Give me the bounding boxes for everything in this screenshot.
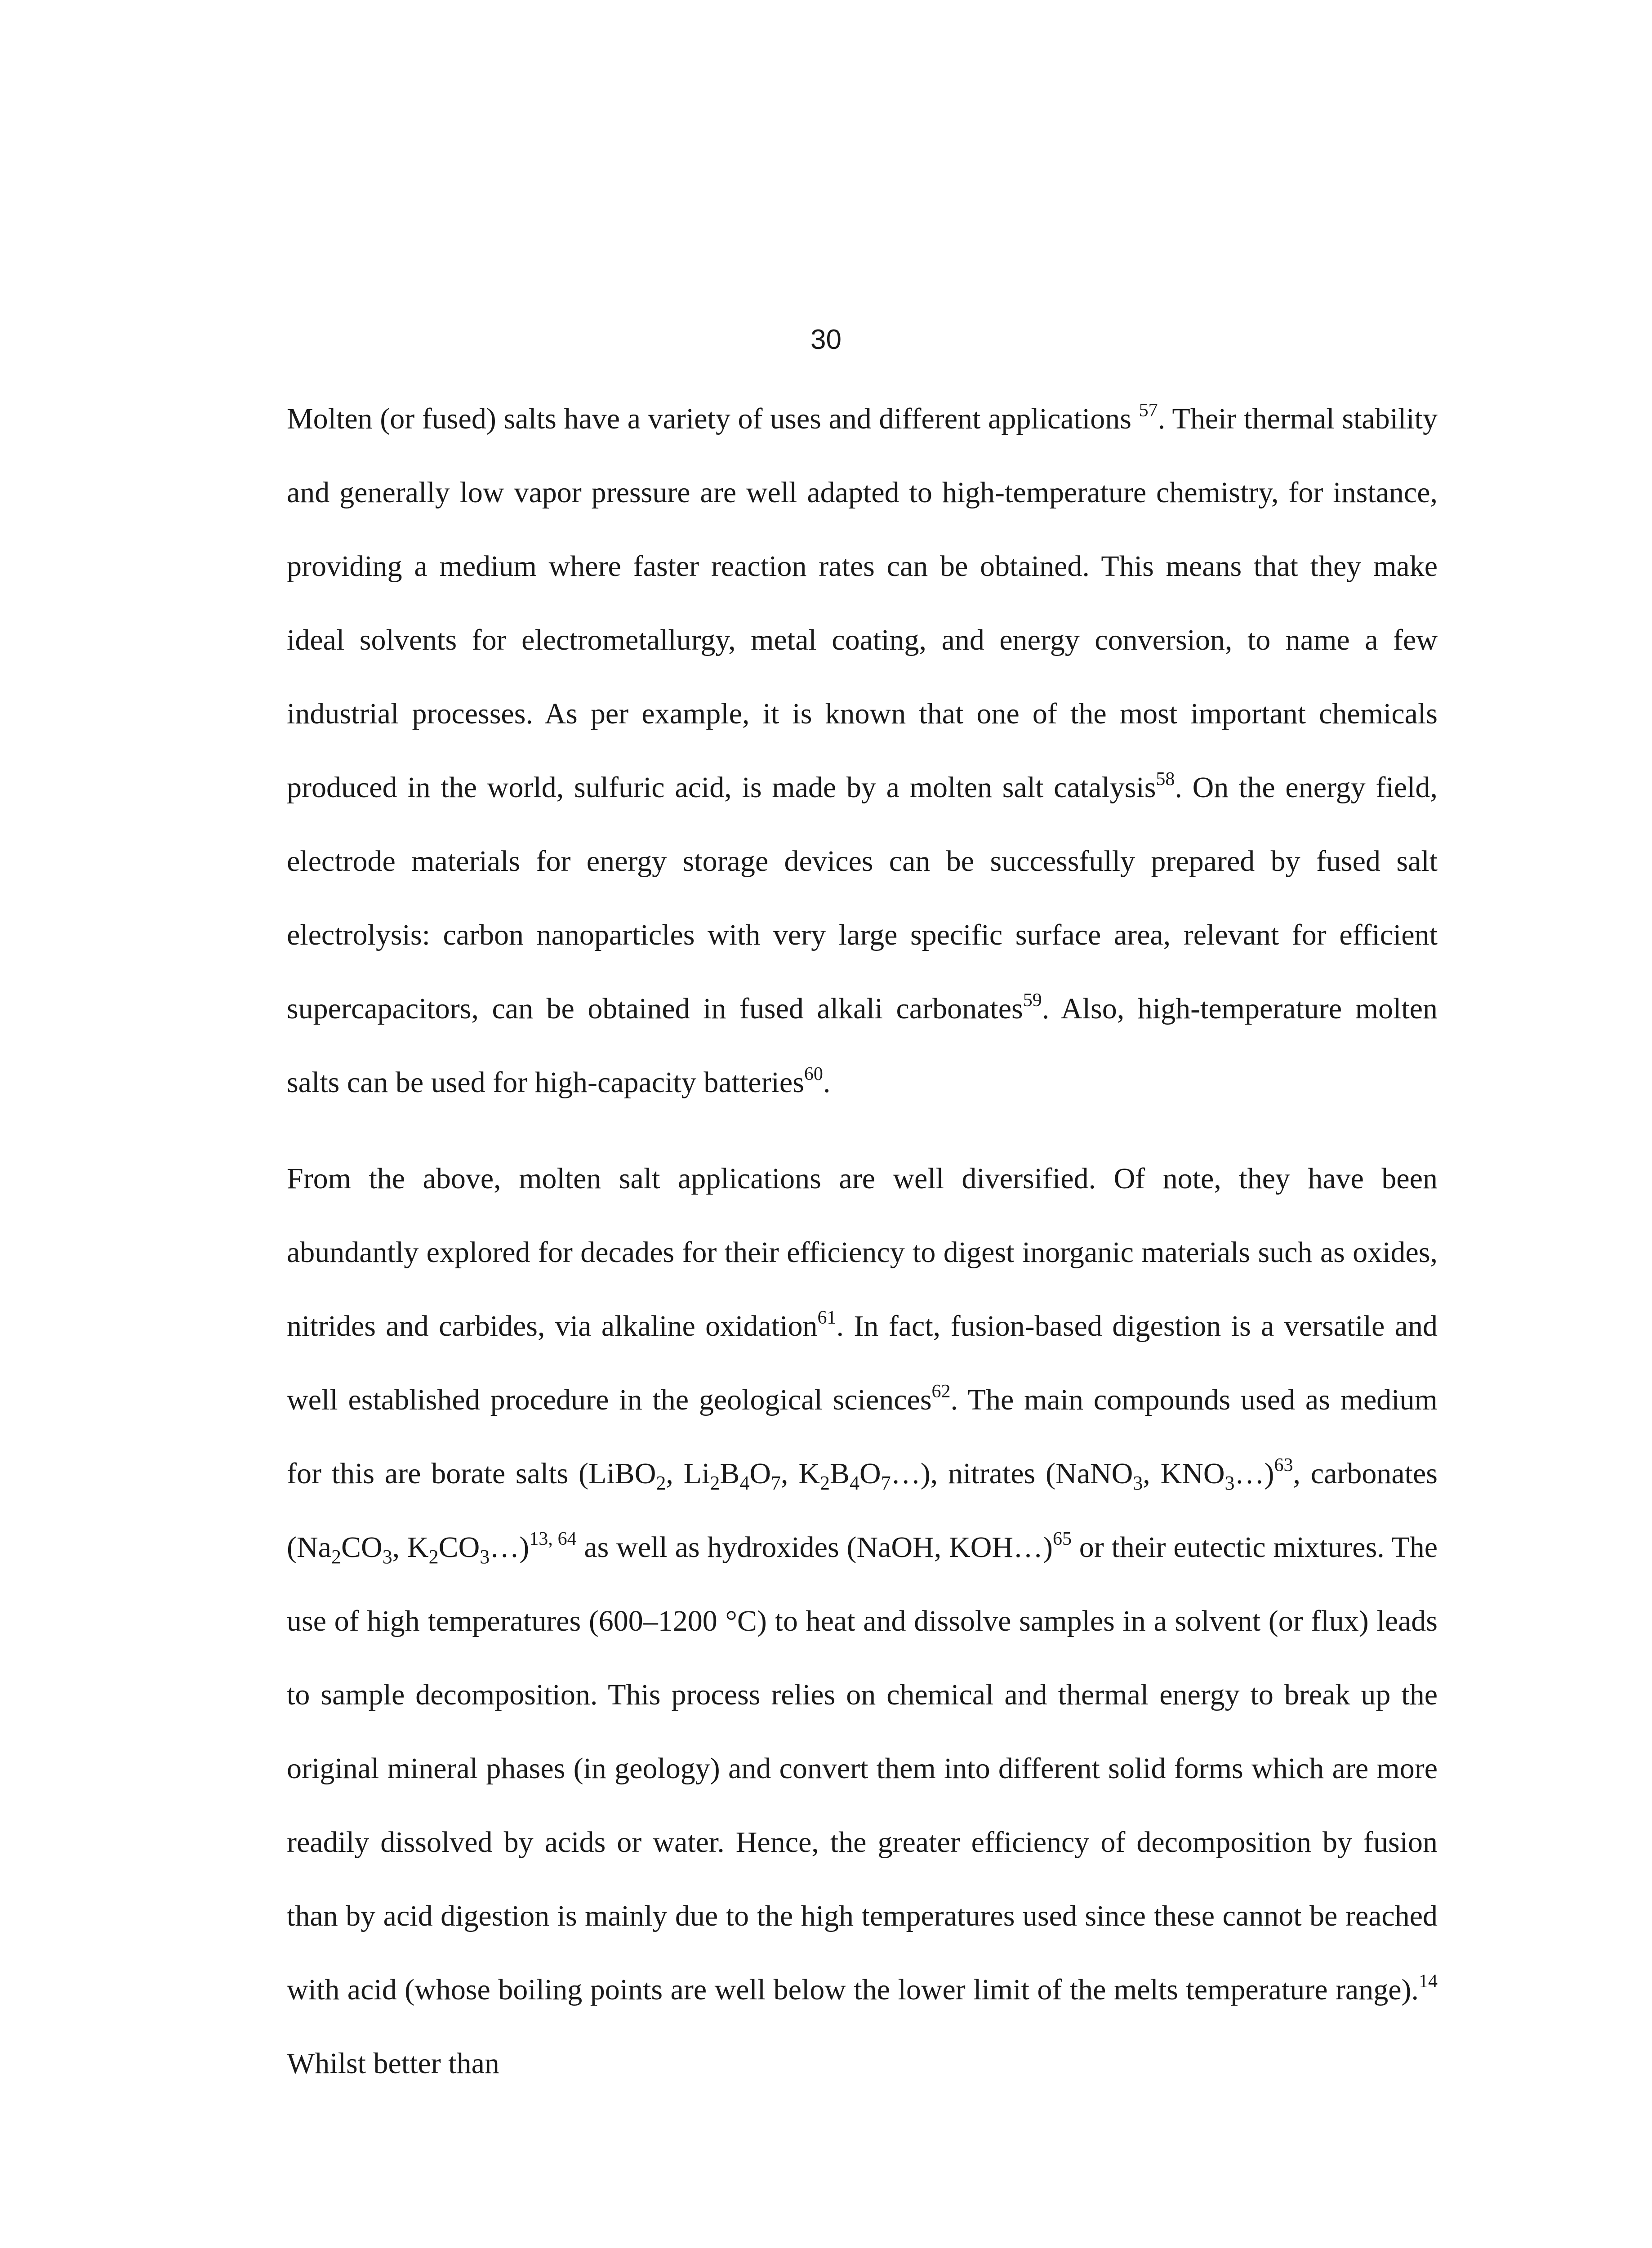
text-run: B [829,1457,850,1490]
citation-ref: 59 [1023,990,1042,1011]
text-run: , K [392,1531,429,1564]
subscript: 2 [819,1472,830,1494]
subscript: 2 [710,1472,720,1494]
citation-ref: 63 [1274,1455,1293,1476]
text-run: . On the energy field, electrode materials for energy storage devices can be successfully prepared by fused salt electrolysis: carbon nanoparticles with very large specific surface area, relevant for efficient supercapacitors, can be obtained in fused alkali carbonates [287,771,1438,1025]
subscript: 2 [331,1546,341,1568]
text-run: From the above, molten salt applications are well diversified. Of note, they have been abundantly explored for decades for their efficiency to digest inorganic materials such as oxides, nitrides and carbides, via alkaline oxidation [287,1162,1438,1343]
text-run: . Also, high-temperature molten salts can be used for high-capacity batteries [287,992,1438,1099]
text-run: …), nitrates (NaNO [891,1457,1133,1490]
subscript: 7 [881,1472,891,1494]
subscript: 3 [382,1546,392,1568]
page-number: 30 [810,324,842,355]
text-run: , KNO [1143,1457,1225,1490]
text-run: , Li [666,1457,710,1490]
subscript: 3 [480,1546,490,1568]
citation-ref: 57 [1139,400,1158,421]
subscript: 4 [739,1472,750,1494]
citation-ref: 60 [804,1064,823,1084]
citation-ref: 58 [1156,769,1175,789]
text-run: as well as hydroxides (NaOH, KOH…) [576,1531,1053,1564]
text-run: …) [1234,1457,1274,1490]
text-run: . In fact, fusion-based digestion is a versatile and well established procedure in the geological sciences [287,1310,1438,1416]
text-run: Molten (or fused) salts have a variety of uses and different applications [287,402,1139,435]
text-run: …) [490,1531,530,1564]
body-paragraph [287,382,1438,1120]
citation-ref: 61 [817,1307,837,1328]
text-run: Whilst better than [287,2047,499,2080]
body-paragraph [287,1142,1438,2101]
citation-ref: 62 [931,1381,951,1402]
subscript: 3 [1133,1472,1143,1494]
text-run: B [720,1457,740,1490]
text-run: , K [781,1457,820,1490]
subscript: 2 [428,1546,439,1568]
text-run: CO [341,1531,383,1564]
subscript: 7 [771,1472,781,1494]
text-run: . The main compounds used as medium for this are borate salts (LiBO [287,1383,1438,1490]
text-run: O [749,1457,771,1490]
text-run: . Their thermal stability and generally low vapor pressure are well adapted to high-temperature chemistry, for instance, providing a medium where faster reaction rates can be obtained. This means that they make ideal solvents for electrometallurgy, metal coating, and energy conversion, to name a few industrial processes. As per example, it is known that one of the most important chemicals produced in the world, sulfuric acid, is made by a molten salt catalysis [287,402,1438,804]
citation-ref: 65 [1053,1529,1072,1549]
text-run: or their eutectic mixtures. The use of high temperatures (600–1200 °C) to heat and dissolve samples in a solvent (or flux) leads to sample decomposition. This process relies on chemical and thermal energy to break up the original mineral phases (in geology) and convert them into different solid forms which are more readily dissolved by acids or water. Hence, the greater efficiency of decomposition by fusion than by acid digestion is mainly due to the high temperatures used since these cannot be reached with acid (whose boiling points are well below the lower limit of the melts temperature range). [287,1531,1438,2006]
text-run: . [823,1066,831,1099]
text-run: , carbonates (Na [287,1457,1438,1564]
subscript: 2 [656,1472,666,1494]
text-run: O [859,1457,881,1490]
subscript: 4 [850,1472,860,1494]
citation-ref: 13, 64 [529,1529,577,1549]
citation-ref: 14 [1419,1971,1438,1992]
text-run: CO [438,1531,480,1564]
subscript: 3 [1225,1472,1235,1494]
